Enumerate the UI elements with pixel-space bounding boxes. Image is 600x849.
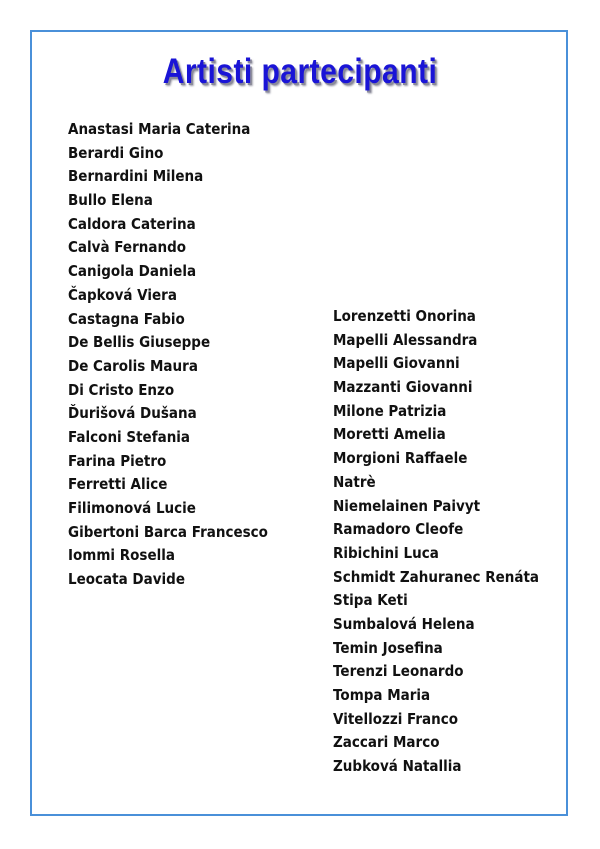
- artist-name: Gibertoni Barca Francesco: [68, 522, 268, 541]
- artist-name: De Bellis Giuseppe: [68, 333, 211, 352]
- artist-name: Tompa Maria: [333, 686, 431, 704]
- page-title: Artisti partecipanti: [162, 52, 438, 91]
- artist-name: Schmidt Zahuranec Renáta: [333, 567, 540, 586]
- artist-name: Terenzi Leonardo: [333, 662, 464, 681]
- artist-name: Calvà Fernando: [68, 238, 187, 257]
- artist-name: Ďurišová Dušana: [68, 404, 197, 423]
- artist-name: Niemelainen Paivyt: [333, 496, 481, 515]
- artist-name: Mapelli Alessandra: [333, 330, 478, 349]
- artist-name: Di Cristo Enzo: [68, 380, 175, 399]
- artist-name: Bernardini Milena: [68, 167, 204, 186]
- artist-name: Zubková Natallia: [333, 757, 462, 776]
- artist-name: Morgioni Raffaele: [333, 449, 468, 468]
- artist-name: De Carolis Maura: [68, 356, 198, 375]
- artist-name: Bullo Elena: [68, 191, 153, 210]
- artist-name: Filimonová Lucie: [68, 499, 196, 517]
- artist-name: Moretti Amelia: [333, 425, 446, 444]
- artist-name: Natrè: [333, 472, 376, 491]
- artist-name: Mazzanti Giovanni: [333, 378, 473, 397]
- artist-name: Canigola Daniela: [68, 262, 197, 281]
- artist-name: Vitellozzi Franco: [333, 709, 459, 728]
- artist-name: Sumbalová Helena: [333, 614, 475, 633]
- artist-name: Anastasi Maria Caterina: [68, 120, 251, 138]
- artist-name: Falconi Stefania: [68, 427, 191, 446]
- artist-name: Berardi Gino: [68, 143, 164, 162]
- artist-name: Farina Pietro: [68, 451, 167, 470]
- artist-list-left: [68, 118, 290, 592]
- artist-name: Čapková Viera: [68, 285, 177, 304]
- artist-name: Ferretti Alice: [68, 475, 168, 494]
- artist-name: Milone Patrizia: [333, 401, 447, 420]
- artist-name: Zaccari Marco: [333, 733, 440, 752]
- artist-name: Temin Josefina: [333, 638, 443, 657]
- artist-name: Lorenzetti Onorina: [333, 307, 476, 325]
- artist-name: Ramadoro Cleofe: [333, 520, 464, 539]
- artist-name: Caldora Caterina: [68, 214, 196, 233]
- artist-name: Castagna Fabio: [68, 309, 185, 328]
- artist-list-right: [333, 305, 562, 779]
- artist-name: Stipa Keti: [333, 591, 408, 610]
- artist-name: Ribichini Luca: [333, 543, 439, 562]
- artist-name: Mapelli Giovanni: [333, 354, 460, 373]
- artist-name: Iommi Rosella: [68, 546, 175, 565]
- artist-name: Leocata Davide: [68, 570, 185, 589]
